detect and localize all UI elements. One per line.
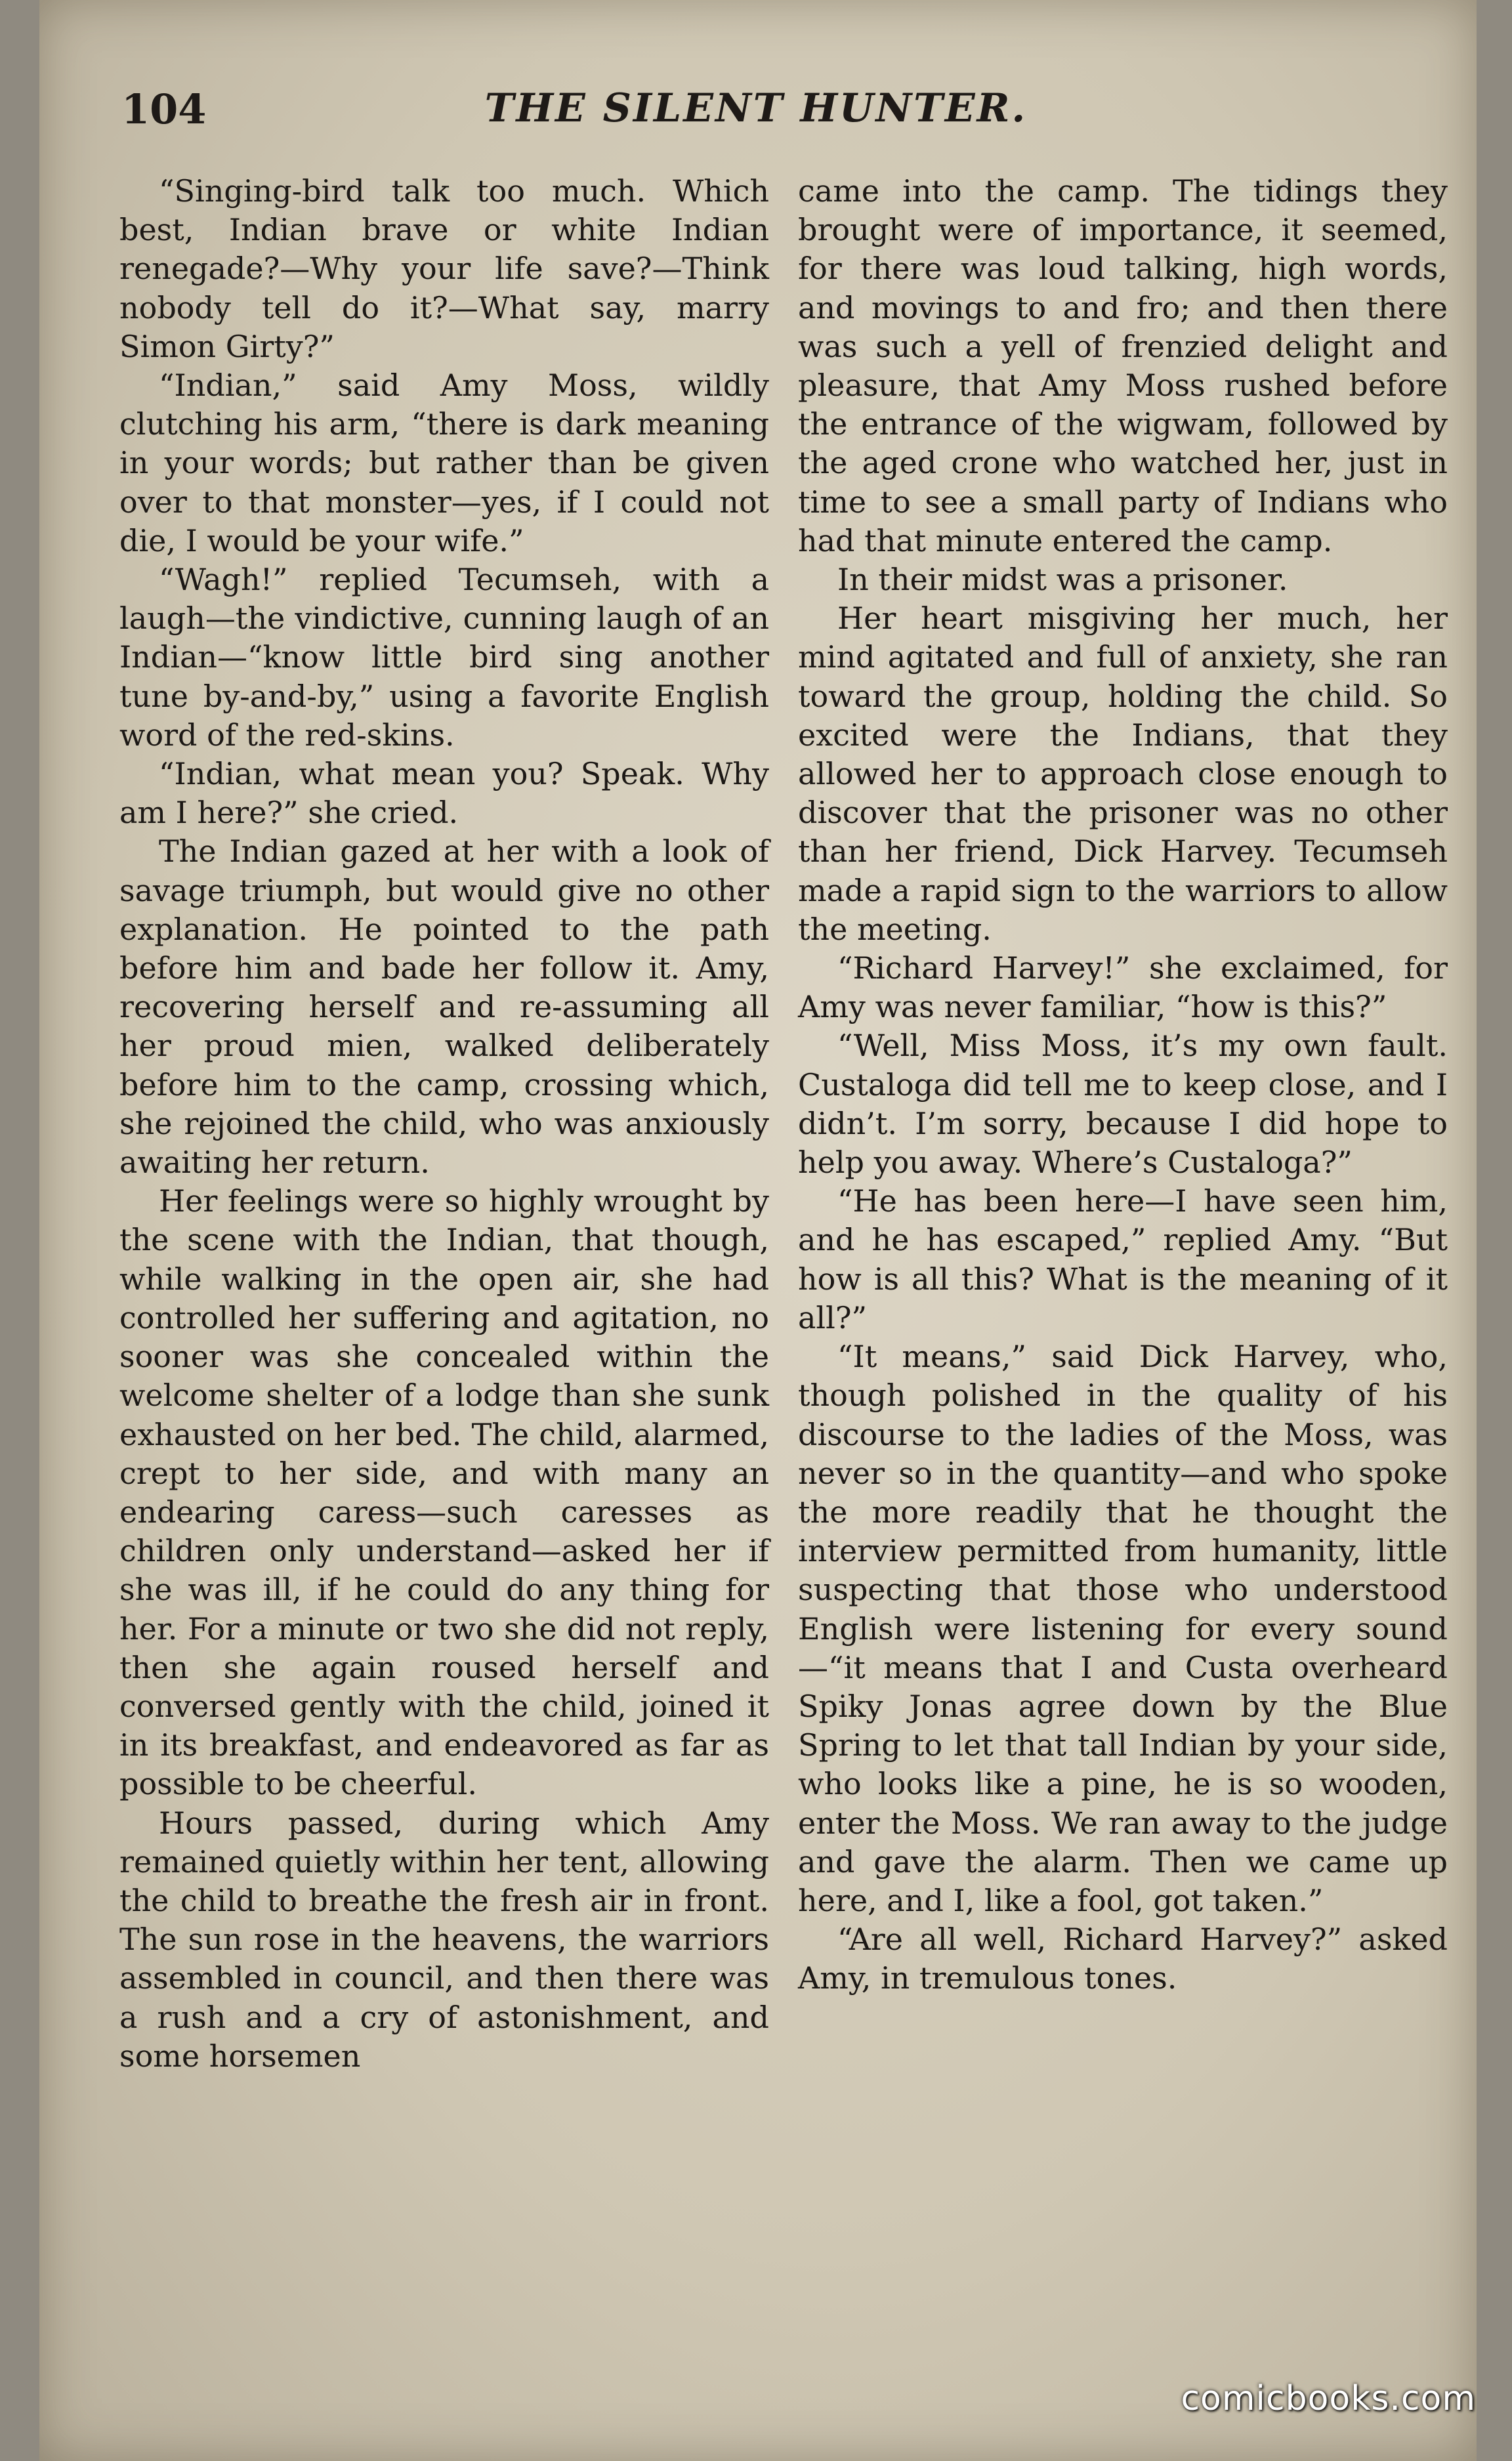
paragraph: “It means,” said Dick Harvey, who, though polished in the quality of his discourse to the ladies of the Moss, was never so in the quantity—and who spoke the more readily that he thought the interview permitted from humanity, little suspecting that those who understood English were listening for every sound—“it means that I and Custa overheard Spiky Jonas agree down by the Blue Spring to let that tall Indian by your side, who looks like a pine, he is so wooden, enter the Moss. We ran away to the judge and gave the alarm. Then we came up here, and I, like a fool, got taken.”: [798, 1339, 1448, 1918]
running-title: THE SILENT HUNTER.: [484, 85, 1028, 131]
paragraph: The Indian gazed at her with a look of savage triumph, but would give no other explanation. He pointed to the path before him and bade her follow it. Amy, recovering herself and re-assuming all her proud mien, walked deliberately before him to the camp, crossing which, she rejoined the child, who was anxiously awaiting her return.: [119, 833, 769, 1181]
watermark: comicbooks.com: [1181, 2379, 1476, 2418]
paragraph: Hours passed, during which Amy remained quietly within her tent, allowing the child to breathe the fresh air in front. The sun rose in the heavens, the warriors assembled in council, and then there was a rush and a cry of astonishment, and some horsemen: [119, 1805, 769, 2074]
paragraph: “Richard Harvey!” she exclaimed, for Amy was never familiar, “how is this?”: [798, 950, 1448, 1025]
right-column: [798, 172, 1448, 1998]
page-number: 104: [121, 85, 207, 133]
paragraph: “Indian,” said Amy Moss, wildly clutching his arm, “there is dark meaning in your words; but rather than be given over to that monster—yes, if I could not die, I would be your wife.”: [119, 368, 769, 558]
paragraph: Her feelings were so highly wrought by the scene with the Indian, that though, while walking in the open air, she had controlled her suffering and agitation, no sooner was she concealed within the welcome shelter of a lodge than she sunk exhausted on her bed. The child, alarmed, crept to her side, and with many an endearing caress—such caresses as children only understand—asked her if she was ill, if he could do any thing for her. For a minute or two she did not reply, then she again roused herself and conversed gently with the child, joined it in its breakfast, and endeavored as far as possible to be cheerful.: [119, 1183, 769, 1802]
paragraph: “Singing-bird talk too much. Which best, Indian brave or white Indian renegade?—Why your life save?—Think nobody tell do it?—What say, marry Simon Girty?”: [119, 173, 769, 364]
paragraph-continuation: came into the camp. The tidings they brought were of importance, it seemed, for there was loud talking, high words, and movings to and fro; and then there was such a yell of frenzied delight and pleasure, that Amy Moss rushed before the entrance of the wigwam, followed by the aged crone who watched her, just in time to see a small party of Indians who had that minute entered the camp.: [798, 173, 1448, 558]
paragraph: “Indian, what mean you? Speak. Why am I here?” she cried.: [119, 756, 769, 831]
left-column: [119, 172, 769, 2076]
paragraph: “Are all well, Richard Harvey?” asked Amy, in tremulous tones.: [798, 1922, 1448, 1996]
paragraph: “Wagh!” replied Tecumseh, with a laugh—the vindictive, cunning laugh of an Indian—“know little bird sing another tune by-and-by,” using a favorite English word of the red-skins.: [119, 562, 769, 753]
paragraph: In their midst was a prisoner.: [837, 562, 1288, 598]
paragraph: “Well, Miss Moss, it’s my own fault. Custaloga did tell me to keep close, and I didn’t. I’m sorry, because I did hope to help you away. Where’s Custaloga?”: [798, 1028, 1448, 1181]
paragraph: “He has been here—I have seen him, and he has escaped,” replied Amy. “But how is all this? What is the meaning of it all?”: [798, 1183, 1448, 1336]
paragraph: Her heart misgiving her much, her mind agitated and full of anxiety, she ran toward the group, holding the child. So excited were the Indians, that they allowed her to approach close enough to discover that the prisoner was no other than her friend, Dick Harvey. Tecumseh made a rapid sign to the warriors to allow the meeting.: [798, 600, 1448, 947]
